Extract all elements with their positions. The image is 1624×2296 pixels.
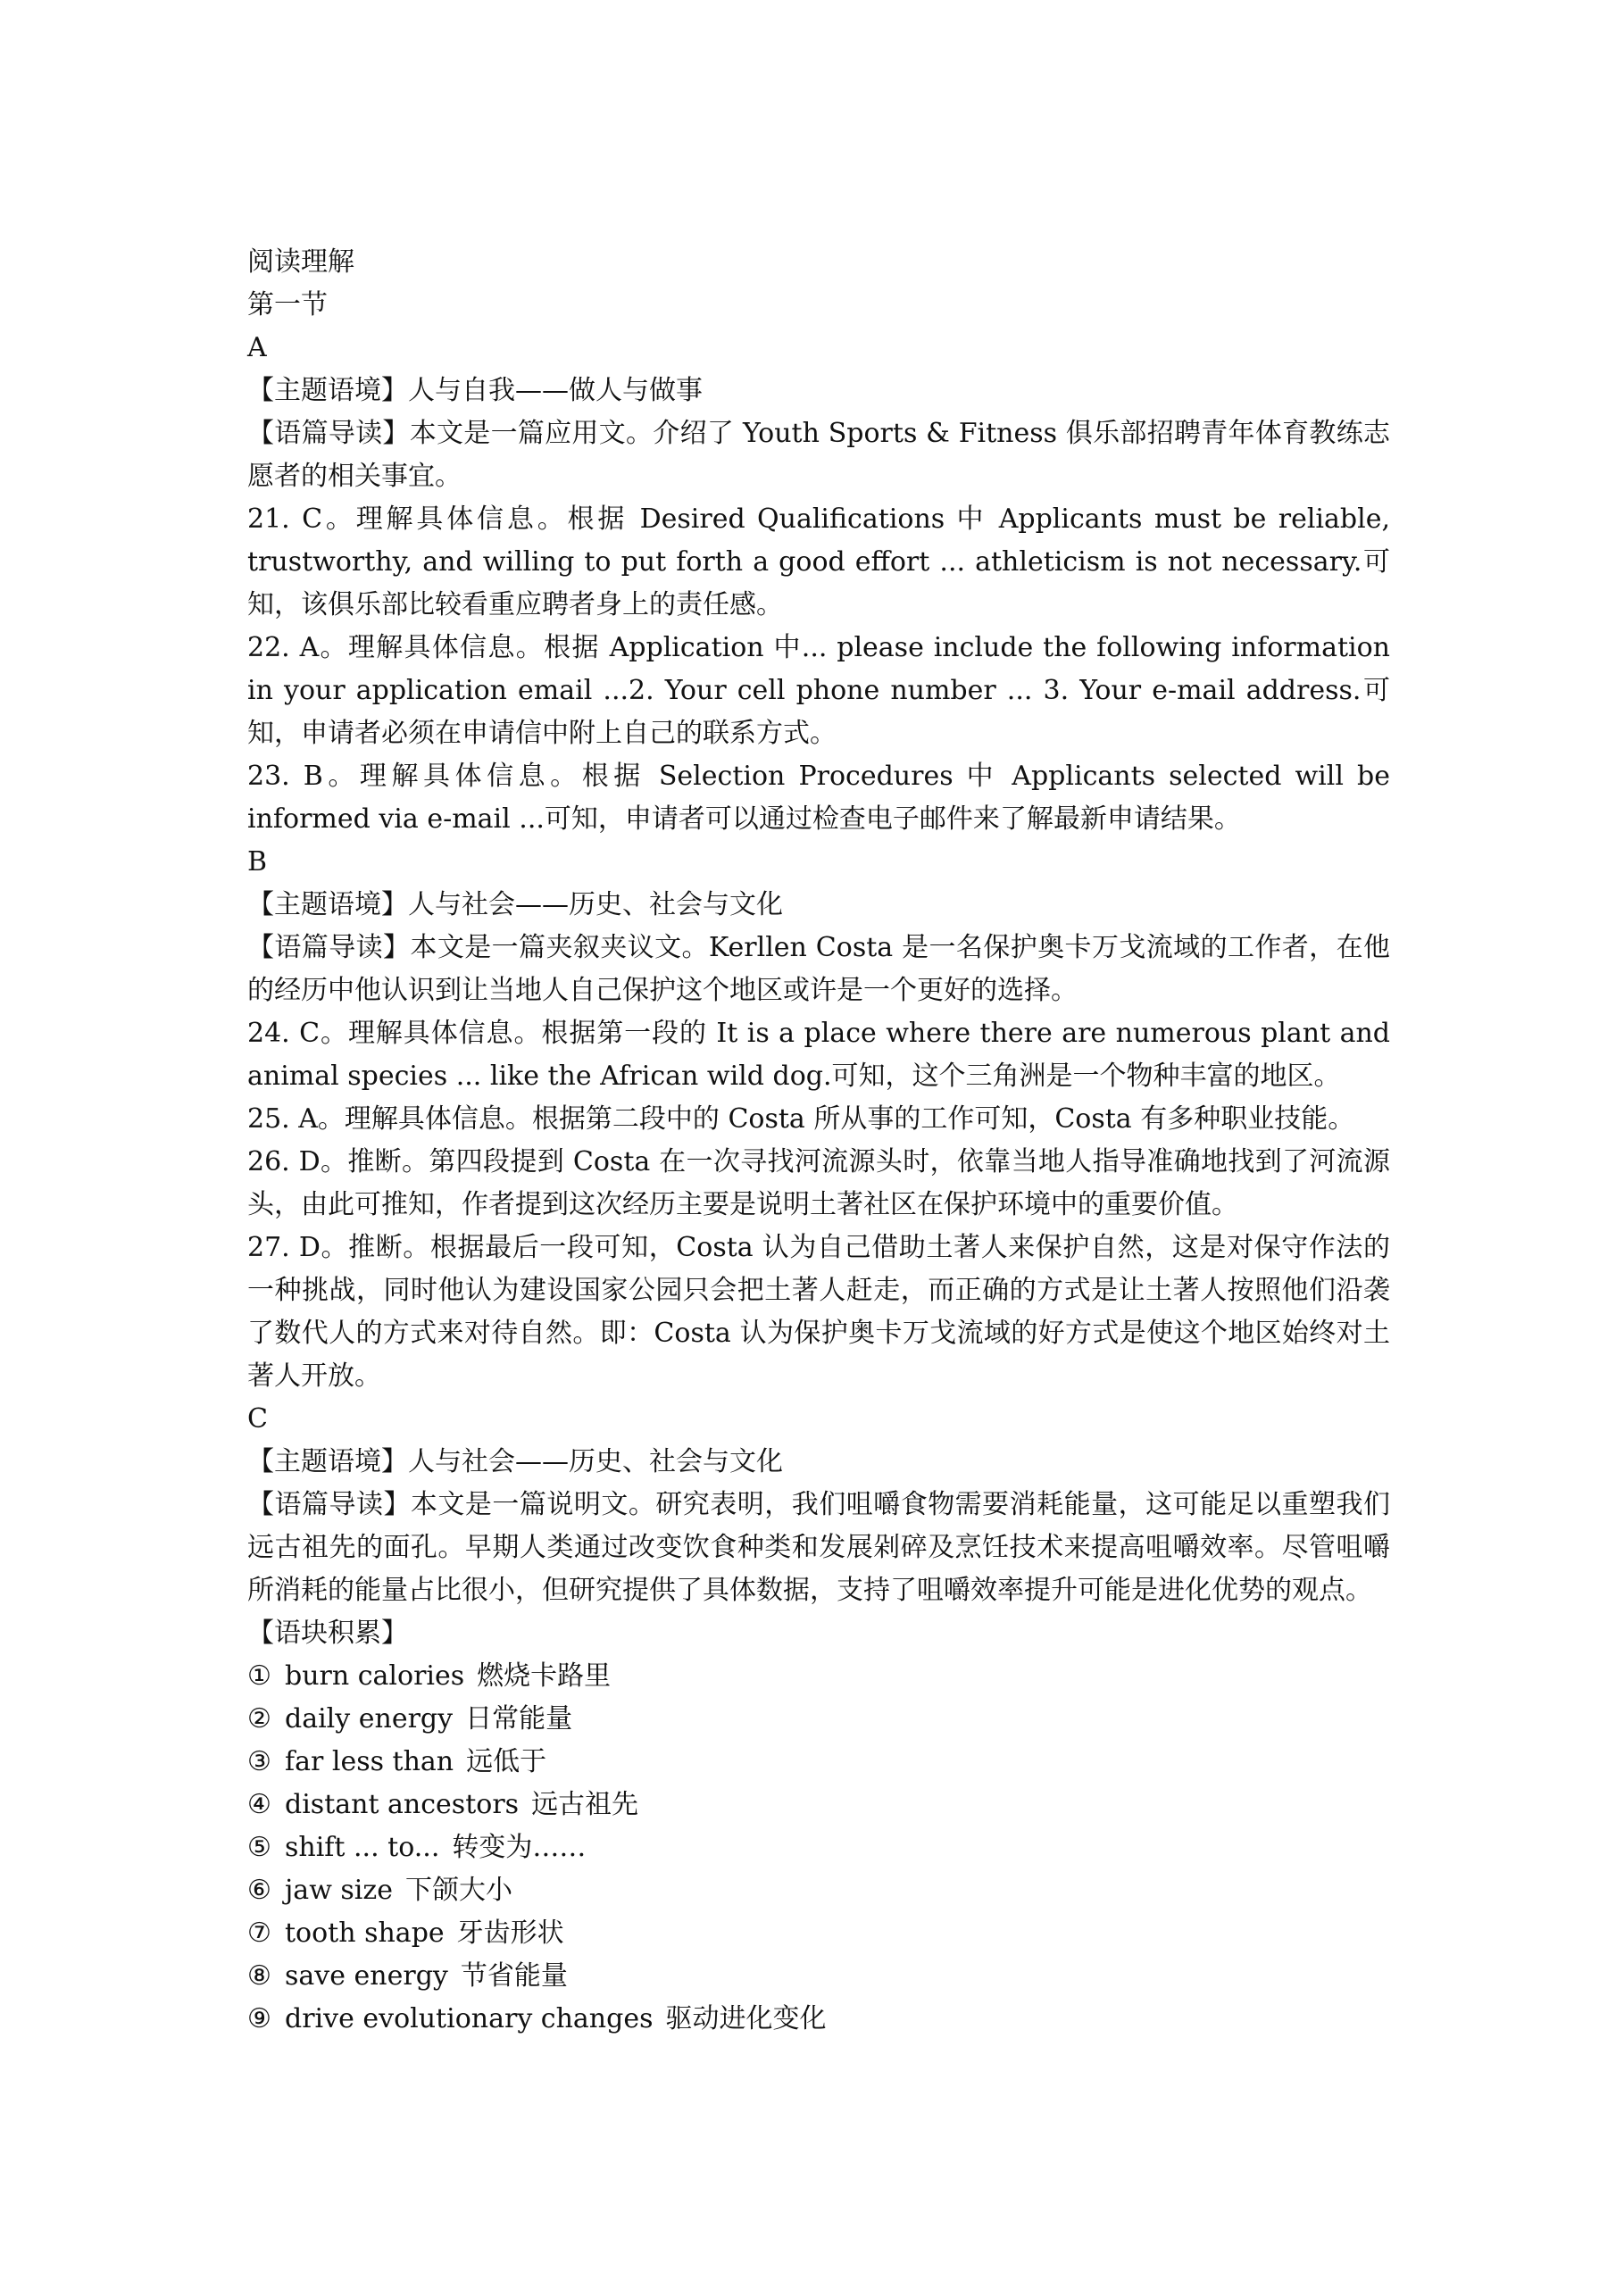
- part-b-label: B: [247, 846, 268, 878]
- part-a-label: A: [247, 332, 267, 363]
- vocab-item: [247, 1784, 1390, 1826]
- answer-25: 25. A。理解具体信息。根据第二段中的 Costa 所从事的工作可知，Costa 有多种职业技能。: [247, 1103, 1355, 1135]
- vocab-chinese: 燃烧卡路里: [477, 1660, 612, 1692]
- vocab-number: ②: [247, 1703, 271, 1734]
- vocab-chinese: 远古祖先: [531, 1789, 639, 1820]
- page-heading: 阅读理解: [247, 246, 354, 278]
- vocab-item: [247, 1826, 1390, 1869]
- vocab-number: ⑤: [247, 1832, 271, 1863]
- vocab-item: [247, 1655, 1390, 1698]
- section-title: 第一节: [247, 289, 328, 320]
- vocab-english: distant ancestors: [285, 1789, 520, 1820]
- vocab-title: 【语块积累】: [247, 1618, 408, 1649]
- answer-26: 26. D。推断。第四段提到 Costa 在一次寻找河流源头时，依靠当地人指导准确地找到了河流源头，由此可推知，作者提到这次经历主要是说明土著社区在保护环境中的重要价值。: [247, 1146, 1390, 1220]
- vocab-item: [247, 1698, 1390, 1741]
- vocab-chinese: 节省能量: [460, 1960, 568, 1992]
- vocab-list: [247, 1655, 1390, 2041]
- vocab-number: ⑨: [247, 2003, 271, 2034]
- vocab-item: [247, 1741, 1390, 1784]
- vocab-english: far less than: [285, 1746, 454, 1777]
- vocab-number: ⑧: [247, 1960, 271, 1992]
- part-b-intro: 【语篇导读】本文是一篇夹叙夹议文。Kerllen Costa 是一名保护奥卡万戈流域的工作者，在他的经历中他认识到让当地人自己保护这个地区或许是一个更好的选择。: [247, 932, 1390, 1006]
- vocab-item: [247, 1869, 1390, 1912]
- vocab-number: ③: [247, 1746, 271, 1777]
- vocab-chinese: 远低于: [466, 1746, 547, 1777]
- answer-23: 23. B。理解具体信息。根据 Selection Procedures 中 Applicants selected will be informed via e-mail ...可知，申请者可以通过检查电子邮件来了解最新申请结果。: [247, 761, 1390, 835]
- vocab-chinese: 牙齿形状: [456, 1917, 564, 1949]
- part-c-intro: 【语篇导读】本文是一篇说明文。研究表明，我们咀嚼食物需要消耗能量，这可能足以重塑我们远古祖先的面孔。早期人类通过改变饮食种类和发展剁碎及烹饪技术来提高咀嚼效率。尽管咀嚼所消耗的能量占比很小，但研究提供了具体数据，支持了咀嚼效率提升可能是进化优势的观点。: [247, 1489, 1390, 1606]
- part-c-theme: 【主题语境】人与社会——历史、社会与文化: [247, 1446, 783, 1477]
- part-b-theme: 【主题语境】人与社会——历史、社会与文化: [247, 889, 783, 920]
- vocab-english: drive evolutionary changes: [285, 2003, 654, 2034]
- vocab-number: ④: [247, 1789, 271, 1820]
- vocab-chinese: 下颌大小: [404, 1875, 512, 1906]
- document-page: [247, 241, 1390, 2041]
- vocab-item: [247, 1998, 1390, 2041]
- vocab-number: ⑥: [247, 1875, 271, 1906]
- vocab-item: [247, 1955, 1390, 1998]
- vocab-number: ⑦: [247, 1917, 271, 1949]
- part-a-intro: 【语篇导读】本文是一篇应用文。介绍了 Youth Sports & Fitness 俱乐部招聘青年体育教练志愿者的相关事宜。: [247, 418, 1390, 492]
- answer-27: 27. D。推断。根据最后一段可知，Costa 认为自己借助土著人来保护自然，这是对保守作法的一种挑战，同时他认为建设国家公园只会把土著人赶走，而正确的方式是让土著人按照他们沿袭了数代人的方式来对待自然。即：Costa 认为保护奥卡万戈流域的好方式是使这个地区始终对土著人开放。: [247, 1232, 1390, 1392]
- answer-22: 22. A。理解具体信息。根据 Application 中... please include the following information in your application email ...2. Your cell phone number ... 3. Your e-mail address.可知，申请者必须在申请信中附上自己的联系方式。: [247, 632, 1390, 749]
- vocab-chinese: 转变为……: [452, 1832, 587, 1863]
- part-a-theme: 【主题语境】人与自我——做人与做事: [247, 375, 703, 406]
- vocab-english: jaw size: [285, 1875, 393, 1906]
- vocab-english: tooth shape: [285, 1917, 445, 1949]
- part-c-label: C: [247, 1403, 268, 1435]
- vocab-english: shift ... to...: [285, 1832, 440, 1863]
- vocab-english: daily energy: [285, 1703, 454, 1734]
- vocab-chinese: 驱动进化变化: [665, 2003, 827, 2034]
- vocab-chinese: 日常能量: [465, 1703, 573, 1734]
- answer-21: 21. C。理解具体信息。根据 Desired Qualifications 中 Applicants must be reliable, trustworthy, and willing to put forth a good effort ... athleticism is not necessary.可知，该俱乐部比较看重应聘者身上的责任感。: [247, 503, 1390, 620]
- vocab-english: save energy: [285, 1960, 448, 1992]
- answer-24: 24. C。理解具体信息。根据第一段的 It is a place where there are numerous plant and animal species ... like the African wild dog.可知，这个三角洲是一个物种丰富的地区。: [247, 1018, 1390, 1092]
- vocab-english: burn calories: [285, 1660, 465, 1692]
- vocab-number: ①: [247, 1660, 271, 1692]
- vocab-item: [247, 1912, 1390, 1955]
